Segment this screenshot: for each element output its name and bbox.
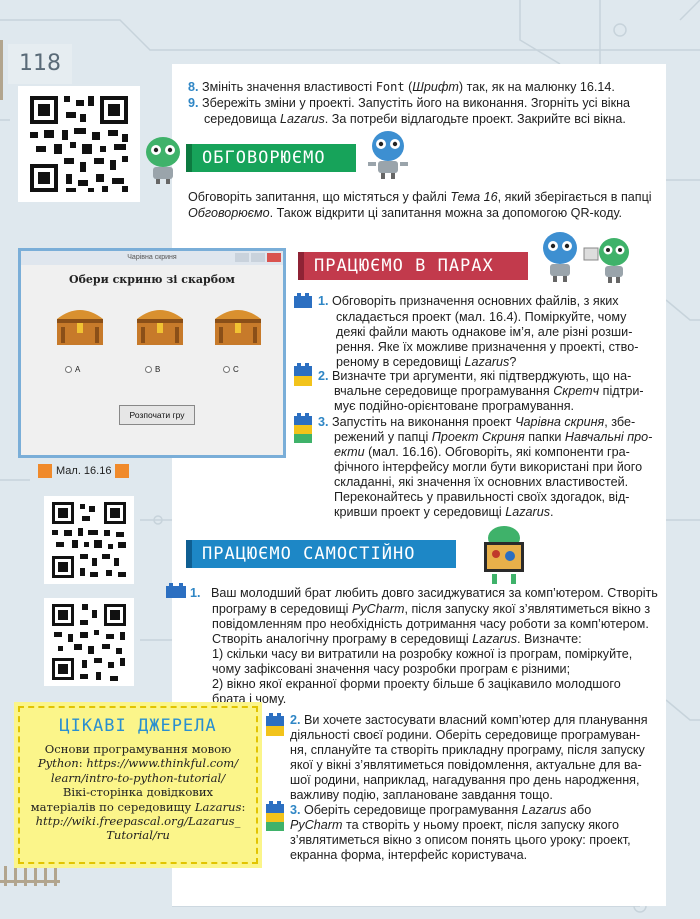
alone-task-1-line: 1) скільки часу ви витратили на розробку кожної із програм, поміркуйте, (212, 647, 633, 661)
pairs-task-3-line: складанні, які значення їх основних властивостей. (334, 475, 629, 489)
alone-task-2-line: ня, сплануйте та створіть прикладну програму, після запуску (290, 743, 645, 757)
qr-code-sources[interactable] (44, 598, 134, 686)
alone-task-1-line: чому зафіксовані значення часу розробки програм є різними; (212, 662, 571, 676)
python-link[interactable]: Python: https://www.thinkful.com/ (37, 756, 239, 771)
alone-title: ПРАЦЮЄМО САМОСТІЙНО (186, 540, 456, 568)
pairs-task-1-line: деякі файли мають однакове ім’я, але різні розши- (336, 325, 633, 339)
treasure-chest-window (18, 248, 286, 458)
lazarus-link-cont[interactable]: Tutorial/ru (106, 828, 170, 843)
alone-task-3-line: 3. Оберіть середовище програмування Lazarus або (290, 803, 592, 817)
pairs-task-3-line: фічного інтерфейсу могли бути використані при його (334, 460, 643, 474)
qr-code-discuss[interactable] (18, 86, 140, 202)
pairs-task-2-line: вчальне середовище програмування Скретч підтри- (334, 384, 644, 398)
close-button[interactable] (267, 253, 281, 262)
alone-task-1-line: програму в середовищі PyCharm, після запуску якої з’являтиметься вікно з (212, 602, 651, 616)
level-blocks-icon (292, 290, 314, 312)
alone-task-2-line: шої родини, наприклад, нагадування про день народження, (290, 773, 640, 787)
alone-task-1-line: 2) вікно якої екранної форми проекту більше б зацікавило молодшого (212, 677, 621, 691)
pairs-task-1-line: реному в середовищі Lazarus? (336, 355, 517, 369)
alone-task-1-line: брата і чому. (212, 692, 287, 706)
alone-task-3-line: екранна форма, інтерфейс користувача. (290, 848, 528, 862)
sources-title: ЦІКАВІ ДЖЕРЕЛА (59, 716, 217, 736)
window-title-bar (21, 251, 283, 265)
level-blocks-icon (164, 580, 188, 602)
treasure-chest-icon[interactable] (53, 301, 107, 347)
step-9: 9. Збережіть зміни у проекті. Запустіть його на виконання. Згорніть усі вікна (188, 96, 631, 110)
treasure-chest-icon[interactable] (211, 301, 265, 347)
window-heading: Обери скриню зі скарбом (69, 273, 235, 286)
pairs-task-3-line: Переконайтесь у правильності своїх здогадок, від- (334, 490, 630, 504)
level-blocks-icon (292, 410, 314, 446)
alone-task-1-line: 1. Ваш молодший брат любить довго засиджуватися за комп’ютером. Створіть (190, 586, 658, 600)
level-blocks-icon (264, 710, 286, 740)
robot-green-icon (142, 134, 184, 184)
pairs-task-2-line: 2. Визначте три аргументи, які підтверджують, що на- (318, 369, 632, 383)
pairs-task-3-line: режений у папці Проект Скриня папки Навчальні про- (334, 430, 653, 444)
start-game-button[interactable]: Розпочати гру (119, 405, 195, 425)
pairs-task-1-line: рення. Яке їх можливе призначення у проекті, ство- (336, 340, 639, 354)
lazarus-link[interactable]: http://wiki.freepascal.org/Lazarus_ (35, 814, 241, 829)
alone-task-2-line: важливу подію, заплановане завдання тощо. (290, 788, 553, 802)
radio-option-c[interactable]: C (223, 365, 239, 374)
alone-task-2-line: якої у вікні з’являтиметься повідомлення, актуальне для ва- (290, 758, 642, 772)
discuss-title: ОБГОВОРЮЄМО (186, 144, 356, 172)
step-8: 8. Змініть значення властивості Font (Шрифт) так, як на малюнку 16.14. (188, 80, 615, 94)
alone-task-2-line: діяльності своєї родини. Оберіть середовище програмуван- (290, 728, 641, 742)
alone-task-3-line: PyCharm та створіть у ньому проект, після запуску якого (290, 818, 619, 832)
discuss-text-line-2: Обговорюємо. Також відкрити ці запитання можна за допомогою QR-коду. (188, 206, 622, 220)
interesting-sources-box (18, 706, 258, 864)
minimize-button[interactable] (235, 253, 249, 262)
level-blocks-icon (292, 360, 314, 390)
robots-pair-icon (536, 228, 636, 286)
sources-line: матеріалів по середовищу Lazarus: (30, 799, 246, 814)
pairs-task-3-line: екти (мал. 16.16). Обговоріть, які компоненти гра- (334, 445, 630, 459)
pairs-task-3-line: 3. Запустіть на виконання проект Чарівна скриня, збе- (318, 415, 636, 429)
python-link-cont[interactable]: learn/intro-to-python-tutorial/ (50, 770, 226, 785)
level-blocks-icon (264, 798, 286, 834)
sources-body (26, 742, 250, 843)
sources-line: Основи програмування мовою (44, 742, 232, 756)
robot-blue-icon (366, 128, 410, 180)
alone-task-1-line: повідомленням про необхідність дотримання часу роботи за комп’ютером. (212, 617, 649, 631)
sources-line: Вікі-сторінка довідкових (62, 785, 214, 800)
pairs-title: ПРАЦЮЄМО В ПАРАХ (298, 252, 528, 280)
pairs-task-1-line: складається проект (мал. 16.4). Поміркуйте, чому (336, 310, 627, 324)
radio-option-b[interactable]: B (145, 365, 160, 374)
pairs-task-1-line: 1. Обговоріть призначення основних файлів, з яких (318, 294, 619, 308)
figure-caption: Мал. 16.16 (38, 464, 129, 478)
radio-option-a[interactable]: A (65, 365, 80, 374)
alone-task-3-line: з’являтиметься вікно з описом понять цього уроку: проект, (290, 833, 631, 847)
discuss-text-line-1: Обговоріть запитання, що містяться у файлі Тема 16, який зберігається в папці (188, 190, 652, 204)
page-number: 118 (8, 44, 72, 84)
maximize-button[interactable] (251, 253, 265, 262)
alone-task-2-line: 2. Ви хочете застосувати власний комп’ютер для планування (290, 713, 648, 727)
pairs-task-3-line: кривши проект у середовищі Lazarus. (334, 505, 554, 519)
step-9-cont: середовища Lazarus. За потреби відлагодьте проект. Закрийте всі вікна. (204, 112, 626, 126)
alone-task-1-line: Створіть аналогічну програму в середовищі Lazarus. Визначте: (212, 632, 582, 646)
treasure-chest-icon[interactable] (133, 301, 187, 347)
window-title: Чарівна скриня (127, 254, 177, 261)
qr-code-project[interactable] (44, 496, 134, 584)
robot-tablet-icon (474, 524, 534, 586)
pairs-task-2-line: мує подійно-орієнтоване програмування. (334, 399, 575, 413)
